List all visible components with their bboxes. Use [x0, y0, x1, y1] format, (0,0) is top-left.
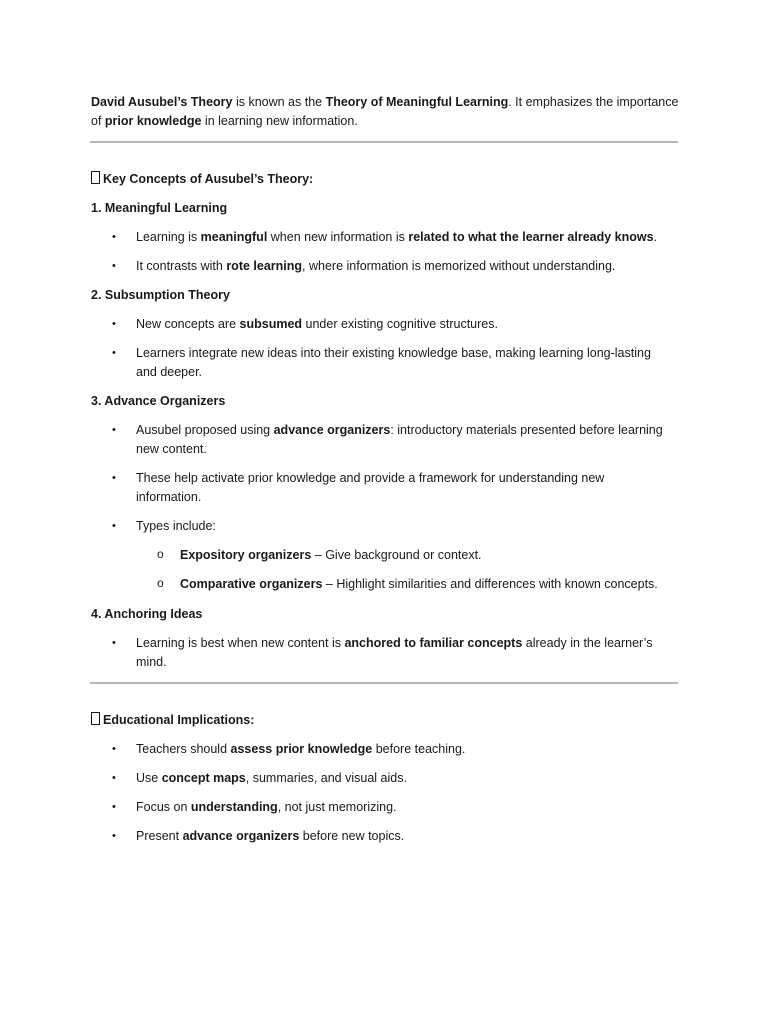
list-item: • Use concept maps, summaries, and visual aids.	[112, 769, 672, 788]
intro-bold-meaningful: Theory of Meaningful Learning	[325, 95, 509, 109]
list-item: • Types include:	[112, 517, 672, 536]
bullet-icon: •	[112, 801, 116, 813]
bullet-icon: •	[112, 231, 116, 243]
bullet-icon: •	[112, 318, 116, 330]
intro-paragraph: David Ausubel’s Theory is known as the Theory of Meaningful Learning. It emphasizes the importance of prior knowledge in learning new information.	[91, 95, 679, 128]
list-item: • Learning is best when new content is anchored to familiar concepts already in the learner’s mind.	[112, 636, 653, 669]
bullet-icon: •	[112, 472, 116, 484]
list-item: • These help activate prior knowledge and provide a framework for understanding new information.	[112, 471, 605, 504]
sub-list-item: o Comparative organizers – Highlight similarities and differences with known concepts.	[157, 576, 658, 591]
list-item: • Focus on understanding, not just memorizing.	[112, 798, 672, 817]
section-heading-subsumption-theory: 2. Subsumption Theory	[91, 288, 230, 302]
implications-heading: Educational Implications:	[91, 711, 254, 729]
list-item: • It contrasts with rote learning, where information is memorized without understanding.	[112, 257, 672, 276]
list-item: • New concepts are subsumed under existing cognitive structures.	[112, 315, 672, 334]
list-item: • Learners integrate new ideas into their existing knowledge base, making learning long-lasting and deeper.	[112, 346, 651, 379]
circle-bullet-icon: o	[157, 547, 164, 561]
section-heading-advance-organizers: 3. Advance Organizers	[91, 394, 226, 408]
box-icon	[91, 171, 100, 184]
bullet-icon: •	[112, 347, 116, 359]
key-concepts-heading: Key Concepts of Ausubel’s Theory:	[91, 170, 313, 188]
list-item: • Present advance organizers before new topics.	[112, 827, 672, 846]
bullet-icon: •	[112, 830, 116, 842]
section-heading-meaningful-learning: 1. Meaningful Learning	[91, 201, 228, 215]
list-item: • Learning is meaningful when new information is related to what the learner already knows.	[112, 228, 672, 247]
bullet-icon: •	[112, 743, 116, 755]
horizontal-rule	[90, 682, 678, 684]
box-icon	[91, 712, 100, 725]
sub-list-item: o Expository organizers – Give background or context.	[157, 547, 482, 562]
bullet-icon: •	[112, 424, 116, 436]
intro-bold-prior: prior knowledge	[104, 114, 202, 128]
bullet-icon: •	[112, 520, 116, 532]
bullet-icon: •	[112, 260, 116, 272]
list-item: • Ausubel proposed using advance organizers: introductory materials presented before learning new content.	[112, 423, 663, 456]
intro-bold-theory: David Ausubel’s Theory	[91, 95, 233, 109]
bullet-icon: •	[112, 637, 116, 649]
circle-bullet-icon: o	[157, 576, 164, 590]
horizontal-rule	[90, 141, 678, 143]
list-item: • Teachers should assess prior knowledge before teaching.	[112, 740, 672, 759]
section-heading-anchoring-ideas: 4. Anchoring Ideas	[91, 607, 203, 621]
bullet-icon: •	[112, 772, 116, 784]
